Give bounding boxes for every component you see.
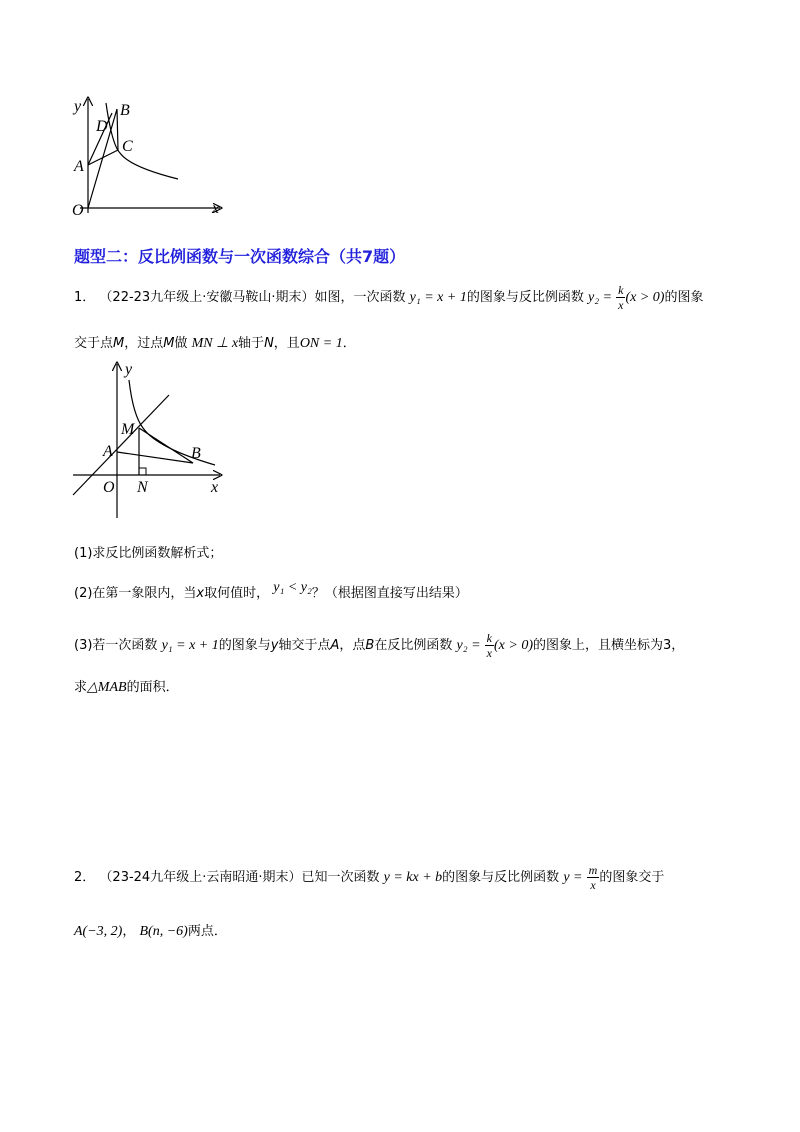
q2-frac-num: m — [588, 863, 598, 877]
q2-point-b: B(n, −6) — [139, 924, 188, 939]
q1-part3-line2 — [74, 676, 179, 696]
q1-line2-d: 轴于 — [238, 336, 265, 351]
q1-part3-frac — [485, 632, 494, 659]
q1-m2: M — [163, 336, 175, 351]
label-n: N — [137, 479, 148, 496]
q2-eq-linear: y = kx + b — [383, 870, 443, 885]
q1-part2-a: (2)在第一象限内，当 — [74, 586, 197, 601]
q1-part3-line2-a: 求 — [74, 680, 88, 695]
q1-part2-b: 取何值时， — [204, 586, 270, 601]
q1-part2-eq: y₁ < y₂ — [273, 580, 312, 595]
label-o: O — [103, 479, 115, 496]
q1-part3-d: ，点 — [339, 638, 366, 653]
q2-text-c: 的图象交于 — [599, 870, 665, 885]
label-c: C — [122, 138, 133, 155]
q2-text-d: 两点． — [187, 924, 227, 939]
q1-part3-inv-lhs: y₂ = — [456, 638, 481, 653]
q1-part3-b: 的图象与 — [218, 638, 271, 653]
q1-source: （22-23九年级上·安徽马鞍山·期末） — [99, 290, 315, 305]
figure-q1-diagram — [65, 360, 235, 522]
label-o: O — [72, 202, 84, 219]
q1-eq-inv-cond: (x > 0) — [625, 290, 665, 305]
q1-frac-den: x — [618, 298, 624, 312]
q1-eq-mn: MN ⊥ x — [191, 336, 239, 351]
label-x: x — [211, 479, 219, 496]
q2-eq-inv-lhs: y = — [563, 870, 583, 885]
q1-text-c: 的图象 — [664, 290, 704, 305]
label-m: M — [121, 421, 135, 438]
q1-line2-b: ，过点 — [124, 336, 164, 351]
q1-part3-e: 在反比例函数 — [374, 638, 453, 653]
q1-line2-c: 做 — [174, 336, 188, 351]
section-heading: 题型二：反比例函数与一次函数综合（共7题） — [74, 247, 406, 266]
q1-part1: (1)求反比例函数解析式； — [74, 546, 223, 561]
q1-part3-A: A — [330, 638, 340, 653]
q2-eq-inv-fraction — [587, 864, 600, 891]
q1-part2-x: x — [196, 586, 205, 601]
q1-line1 — [74, 284, 704, 311]
figure-top-diagram — [60, 95, 235, 225]
q1-part3-c: 轴交于点 — [278, 638, 331, 653]
label-a: A — [103, 443, 113, 460]
label-y: y — [125, 361, 133, 378]
q1-n: N — [264, 336, 274, 351]
q1-eq-inv-lhs: y₂ = — [587, 290, 613, 305]
q1-eq-linear: y₁ = x + 1 — [409, 290, 467, 305]
q1-frac-num: k — [618, 283, 624, 297]
q1-part3 — [74, 632, 684, 659]
segment-bc — [117, 109, 118, 150]
q1-part3-f: 的图象上，且横坐标为3， — [533, 638, 685, 653]
q2-line1 — [74, 864, 664, 891]
q2-number: 2． — [74, 870, 96, 885]
q1-line2 — [74, 332, 356, 352]
q1-part3-B: B — [365, 638, 375, 653]
label-a: A — [74, 158, 84, 175]
q2-text-b: 的图象与反比例函数 — [442, 870, 560, 885]
q1-line2-e: ，且 — [273, 336, 300, 351]
q1-part3-inv-cond: (x > 0) — [494, 638, 533, 653]
segment-ac — [88, 150, 118, 165]
q2-line2 — [74, 920, 227, 940]
q1-part3-line2-b: 的面积． — [126, 680, 179, 695]
q1-line2-a: 交于点 — [74, 336, 114, 351]
q1-text-b: 的图象与反比例函数 — [466, 290, 584, 305]
q1-part3-y: y — [270, 638, 279, 653]
q1-part3-frac-num: k — [486, 631, 492, 645]
q1-part3-eq1: y₁ = x + 1 — [161, 638, 219, 653]
label-d: D — [96, 118, 108, 135]
segment-mb — [139, 428, 193, 463]
q1-part3-tri: △MAB — [87, 680, 127, 695]
q1-m: M — [113, 336, 125, 351]
q1-part2 — [74, 582, 468, 602]
q2-text-a: 已知一次函数 — [301, 870, 380, 885]
label-y: y — [74, 98, 82, 115]
q1-eq-on: ON = 1 — [299, 336, 343, 351]
q1-part2-c: ？（根据图直接写出结果） — [311, 586, 468, 601]
q2-frac-den: x — [590, 878, 596, 892]
right-angle-mark — [139, 468, 146, 475]
q2-source: （23-24九年级上·云南昭通·期末） — [99, 870, 302, 885]
q1-part3-frac-den: x — [486, 646, 492, 660]
label-x: x — [212, 200, 220, 217]
q1-number: 1． — [74, 290, 96, 305]
line-y1 — [73, 395, 169, 495]
q1-part3-a: (3)若一次函数 — [74, 638, 158, 653]
q2-comma: ， — [122, 924, 136, 939]
label-b: B — [120, 102, 130, 119]
q1-line2-f: ． — [342, 336, 356, 351]
q1-text-a: 如图，一次函数 — [314, 290, 406, 305]
q2-point-a: A(−3, 2) — [74, 924, 123, 939]
label-b: B — [191, 445, 201, 462]
